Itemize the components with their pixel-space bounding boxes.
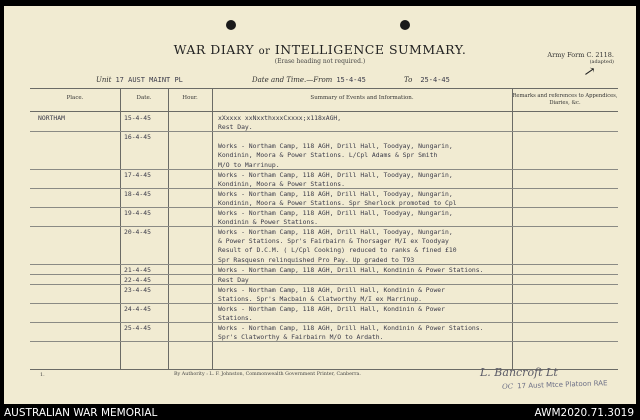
column-header-remarks: Remarks and references to Appendices, Diaries, &c. — [512, 93, 618, 106]
column-header-summary: Summary of Events and Information. — [310, 95, 414, 101]
entry-summary-line: Spr's Clatworthy & Fairbairn M/O to Ardath. — [218, 333, 384, 342]
signature: L. Bancroft Lt — [480, 366, 558, 379]
date-to-line — [404, 76, 450, 84]
handwritten-arrow-icon: → — [580, 62, 600, 82]
entry-summary-line: Spr Rasquesn relinquished Pro Pay. Up graded to T93 — [218, 255, 415, 264]
archive-caption: AUSTRALIAN WAR MEMORIAL — [4, 407, 158, 419]
punch-hole — [226, 20, 236, 30]
unit-value: 17 AUST MAINT PL — [115, 76, 183, 84]
entry-summary-line: Kondinin, Moora & Power Stations. Spr Sherlock promoted to Cpl — [218, 198, 457, 207]
entry-summary-line: Works - Northam Camp, 118 AGH, Drill Hall, Kondinin & Power — [218, 285, 446, 294]
row-divider — [30, 341, 618, 342]
date-to-label: To — [404, 76, 413, 84]
stamp-text: 17 Aust Mtce Platoon RAE — [516, 379, 608, 391]
diary-table — [30, 88, 618, 370]
entry-summary-line: Works - Northam Camp, 118 AGH, Drill Hall, Toodyay, Nungarin, — [218, 142, 453, 151]
entry-summary-line: Result of D.C.M. ( L/Cpl Cooking) reduced to ranks & fined £10 — [218, 246, 457, 255]
entry-summary-line: Works - Northam Camp, 118 AGH, Drill Hall, Kondinin & Power Stations. — [218, 324, 484, 333]
entry-summary-line: Works - Northam Camp, 118 AGH, Drill Hall, Kondinin & Power Stations. — [218, 265, 484, 274]
title-or: or — [258, 46, 271, 57]
entry-date: 24-4-45 — [124, 305, 151, 313]
entry-summary-line: Kondinin, Moora & Power Stations. L/Cpl Adams & Spr Smith — [218, 151, 438, 160]
entry-summary-line: Works - Northam Camp, 118 AGH, Drill Hall, Toodyay, Nungarin, — [218, 209, 453, 217]
entry-summary-line: Stations. Spr's Macbain & Clatworthy M/I ex Marrinup. — [218, 294, 422, 303]
column-header-place: Place. — [66, 95, 84, 101]
header-divider — [30, 111, 618, 112]
army-form-label: Army Form C. 2118. — [547, 51, 614, 59]
unit-line — [96, 76, 183, 84]
title-main: WAR DIARY — [173, 42, 255, 57]
diary-sheet — [4, 6, 636, 404]
archive-reference: AWM2020.71.3019 — [534, 407, 634, 419]
date-from-label: Date and Time.—From — [252, 76, 333, 84]
entry-date: 25-4-45 — [124, 324, 151, 333]
unit-label: Unit — [96, 76, 112, 84]
entry-summary-line: xXxxxx xxNxxthxxxCxxxx;x118xAGH, — [218, 114, 342, 122]
entry-date: 22-4-45 — [124, 275, 151, 284]
entry-summary-line: Works - Northam Camp, 118 AGH, Drill Hall, Toodyay, Nungarin, — [218, 170, 453, 179]
entry-date: 23-4-45 — [124, 285, 151, 294]
date-to-value: 25-4-45 — [420, 76, 450, 84]
printer-authority: By Authority : L. F. Johnston, Commonwealth Government Printer, Canberra. — [174, 372, 361, 377]
form-title — [4, 42, 636, 57]
entry-summary-line: Kondinin & Power Stations. — [218, 218, 319, 227]
entry-date: 21-4-45 — [124, 265, 151, 274]
entry-summary-line: & Power Stations. Spr's Fairbairn & Thorsager M/I ex Toodyay — [218, 237, 449, 246]
row-divider — [30, 131, 618, 132]
entry-date: 20-4-45 — [124, 228, 151, 237]
entry-place: NORTHAM — [38, 114, 65, 122]
entry-summary-line: Kondinin, Moora & Power Stations. — [218, 179, 345, 188]
punch-hole — [400, 20, 410, 30]
unit-stamp — [502, 379, 608, 391]
entry-date: 16-4-45 — [124, 133, 151, 142]
date-from-line — [252, 76, 366, 84]
entry-summary-line: M/O to Marrinup. — [218, 160, 280, 169]
title-second: INTELLIGENCE SUMMARY. — [274, 42, 467, 57]
entry-summary-line: Works - Northam Camp, 118 AGH, Drill Hall, Toodyay, Nungarin, — [218, 189, 453, 198]
stamp-initials: OC — [501, 382, 514, 391]
entry-summary-line: Works - Northam Camp, 118 AGH, Drill Hall, Kondinin & Power — [218, 305, 446, 313]
column-header-date: Date. — [136, 95, 152, 101]
entry-date: 18-4-45 — [124, 189, 151, 198]
adapted-label: (adapted) — [589, 59, 614, 65]
footer-number: 1. — [40, 372, 45, 378]
entry-date: 19-4-45 — [124, 209, 151, 217]
column-header-hour: Hour. — [182, 95, 198, 101]
entry-summary-line: Rest Day — [218, 275, 249, 284]
entry-summary-line: Stations. — [218, 314, 253, 323]
army-form-number — [547, 51, 614, 65]
date-from-value: 15-4-45 — [336, 76, 366, 84]
entry-summary-line: Works - Northam Camp, 118 AGH, Drill Hall, Toodyay, Nungarin, — [218, 228, 453, 237]
entry-summary-line: Rest Day. — [218, 123, 253, 132]
entry-date: 17-4-45 — [124, 170, 151, 179]
row-divider — [30, 274, 618, 275]
entry-date: 15-4-45 — [124, 114, 151, 122]
form-subtitle: (Erase heading not required.) — [274, 58, 366, 65]
